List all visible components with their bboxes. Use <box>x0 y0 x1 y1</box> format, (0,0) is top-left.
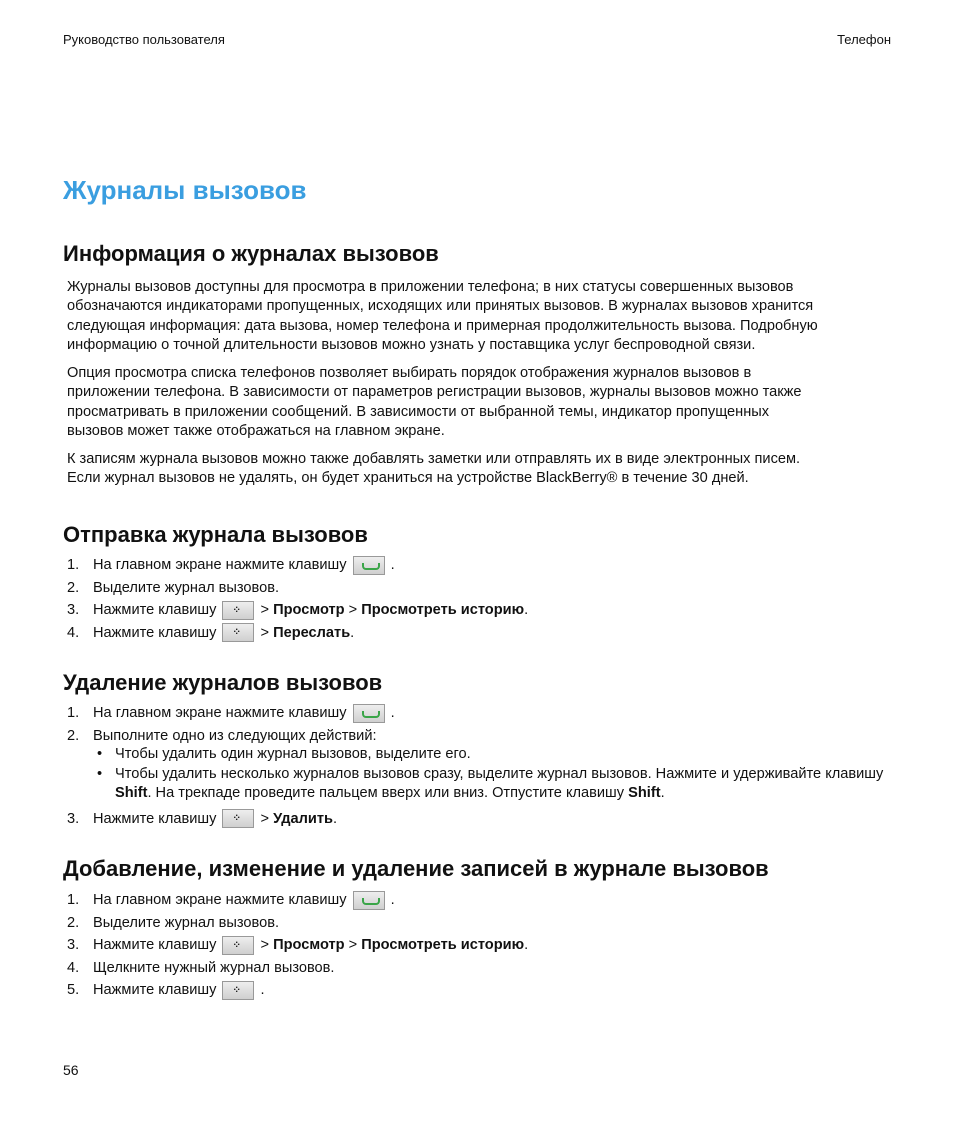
step-number: 5. <box>67 982 80 998</box>
step-text: . <box>524 602 529 618</box>
step-item <box>67 577 897 600</box>
step-number: 3. <box>67 937 80 953</box>
menu-command: Удалить <box>273 810 333 827</box>
step-text: . <box>350 624 355 641</box>
step-text: . На трекпаде проведите пальцем вверх или вниз. Отпустите клавишу <box>147 785 629 801</box>
step-item <box>67 622 897 645</box>
paragraph-line: просматривать в приложении сообщений. В зависимости от выбранной темы, индикатор пропущенных <box>67 403 770 420</box>
section-heading-send: Отправка журнала вызовов <box>63 522 368 547</box>
step-text: Нажмите клавишу <box>93 602 221 618</box>
step-item <box>67 725 897 748</box>
step-number: 2. <box>67 579 80 596</box>
step-number: 1. <box>67 705 80 721</box>
paragraph-line: Журналы вызовов доступны для просмотра в приложении телефона; в них статусы совершенных вызовов <box>67 279 794 295</box>
step-number: 3. <box>67 810 80 827</box>
phone-send-key-icon <box>353 891 385 910</box>
step-item <box>67 599 897 622</box>
step-text: . <box>256 982 265 998</box>
paragraph-line: К записям журнала вызовов можно также добавлять заметки или отправлять их в виде электронных писем. <box>67 451 801 467</box>
step-text: Нажмите клавишу <box>93 982 221 998</box>
blackberry-menu-key-icon: ⁘ <box>222 936 254 955</box>
bullet-list <box>93 745 897 804</box>
step-number: 1. <box>67 557 80 573</box>
step-text: . <box>386 557 395 573</box>
step-text: . <box>660 785 665 801</box>
step-number: 4. <box>67 624 80 641</box>
paragraph-line: информацию о точной длительности вызовов можно узнать у поставщика услуг беспроводной связи. <box>67 336 756 353</box>
step-number: 1. <box>67 892 80 908</box>
step-text: Выделите журнал вызовов. <box>93 579 280 596</box>
step-text: . <box>524 937 529 953</box>
step-text: > <box>344 937 362 953</box>
section-heading-info: Информация о журналах вызовов <box>63 241 439 266</box>
step-text: > <box>256 602 274 618</box>
step-text: Нажмите клавишу <box>93 624 221 641</box>
running-header-left: Руководство пользователя <box>63 32 225 47</box>
section-heading-notes: Добавление, изменение и удаление записей в журнале вызовов <box>63 856 769 881</box>
bullet-icon: • <box>97 765 103 782</box>
paragraph-line: Если журнал вызовов не удалять, он будет храниться на устройстве BlackBerry® в течение 30 дней. <box>67 470 749 487</box>
step-item <box>67 808 897 831</box>
paragraph-line: следующая информация: дата вызова, номер телефона и примерная продолжительность вызова. Подробную <box>67 317 818 334</box>
paragraph-3 <box>67 450 897 489</box>
step-number: 2. <box>67 727 80 744</box>
step-text: Выполните одно из следующих действий: <box>93 727 377 744</box>
step-text: Нажмите клавишу <box>93 810 221 827</box>
step-item <box>67 934 897 957</box>
step-text: Чтобы удалить несколько журналов вызовов сразу, выделите журнал вызовов. Нажмите и удерживайте клавишу <box>115 765 884 782</box>
steps-notes <box>67 889 897 1002</box>
menu-command: Просмотр <box>273 937 345 953</box>
step-item <box>67 912 897 935</box>
blackberry-menu-key-icon: ⁘ <box>222 623 254 642</box>
phone-send-key-icon <box>353 704 385 723</box>
step-text: > <box>344 602 362 618</box>
step-text: Чтобы удалить один журнал вызовов, выделите его. <box>115 746 471 762</box>
paragraph-line: вызовов может также отображаться на главном экране. <box>67 422 445 439</box>
step-item <box>67 979 897 1002</box>
blackberry-menu-key-icon: ⁘ <box>222 981 254 1000</box>
page-number: 56 <box>63 1062 79 1078</box>
bullet-item <box>93 745 897 765</box>
step-text: . <box>333 810 338 827</box>
step-text: > <box>256 810 274 827</box>
step-text: . <box>386 892 395 908</box>
paragraph-1 <box>67 278 897 355</box>
step-text: Нажмите клавишу <box>93 937 221 953</box>
blackberry-menu-key-icon: ⁘ <box>222 809 254 828</box>
section-heading-delete: Удаление журналов вызовов <box>63 670 383 695</box>
step-text: > <box>256 937 274 953</box>
step-item <box>67 957 897 980</box>
paragraph-line: Опция просмотра списка телефонов позволяет выбирать порядок отображения журналов вызовов в <box>67 365 752 381</box>
menu-command: Просмотреть историю <box>361 937 525 953</box>
step-text: > <box>256 624 274 641</box>
step-text: Выделите журнал вызовов. <box>93 914 280 931</box>
bullet-icon: • <box>97 746 103 762</box>
blackberry-menu-key-icon: ⁘ <box>222 601 254 620</box>
menu-command: Переслать <box>273 624 351 641</box>
steps-send <box>67 554 897 644</box>
step-text: На главном экране нажмите клавишу <box>93 892 351 908</box>
step-text: На главном экране нажмите клавишу <box>93 705 351 721</box>
step-number: 3. <box>67 602 80 618</box>
sub-list-container <box>67 745 897 804</box>
step-text: . <box>386 705 395 721</box>
phone-send-key-icon <box>353 556 385 575</box>
page-title: Журналы вызовов <box>63 175 307 205</box>
step-item <box>67 889 897 912</box>
menu-command: Shift <box>115 785 148 801</box>
step-text: Щелкните нужный журнал вызовов. <box>93 959 335 976</box>
step-item <box>67 702 897 725</box>
paragraph-2 <box>67 364 897 441</box>
step-number: 4. <box>67 959 80 976</box>
running-header-right: Телефон <box>837 32 891 47</box>
bullet-item <box>93 765 897 804</box>
step-item <box>67 554 897 577</box>
menu-command: Shift <box>628 785 661 801</box>
paragraph-line: приложении телефона. В зависимости от параметров регистрации вызовов, журналы вызовов можно также <box>67 384 802 401</box>
step-number: 2. <box>67 914 80 931</box>
steps-delete <box>67 702 897 830</box>
menu-command: Просмотр <box>273 602 345 618</box>
paragraph-line: обозначаются индикаторами пропущенных, исходящих или принятых вызовов. В журналах вызовов хранится <box>67 298 814 315</box>
step-text: На главном экране нажмите клавишу <box>93 557 351 573</box>
menu-command: Просмотреть историю <box>361 602 525 618</box>
